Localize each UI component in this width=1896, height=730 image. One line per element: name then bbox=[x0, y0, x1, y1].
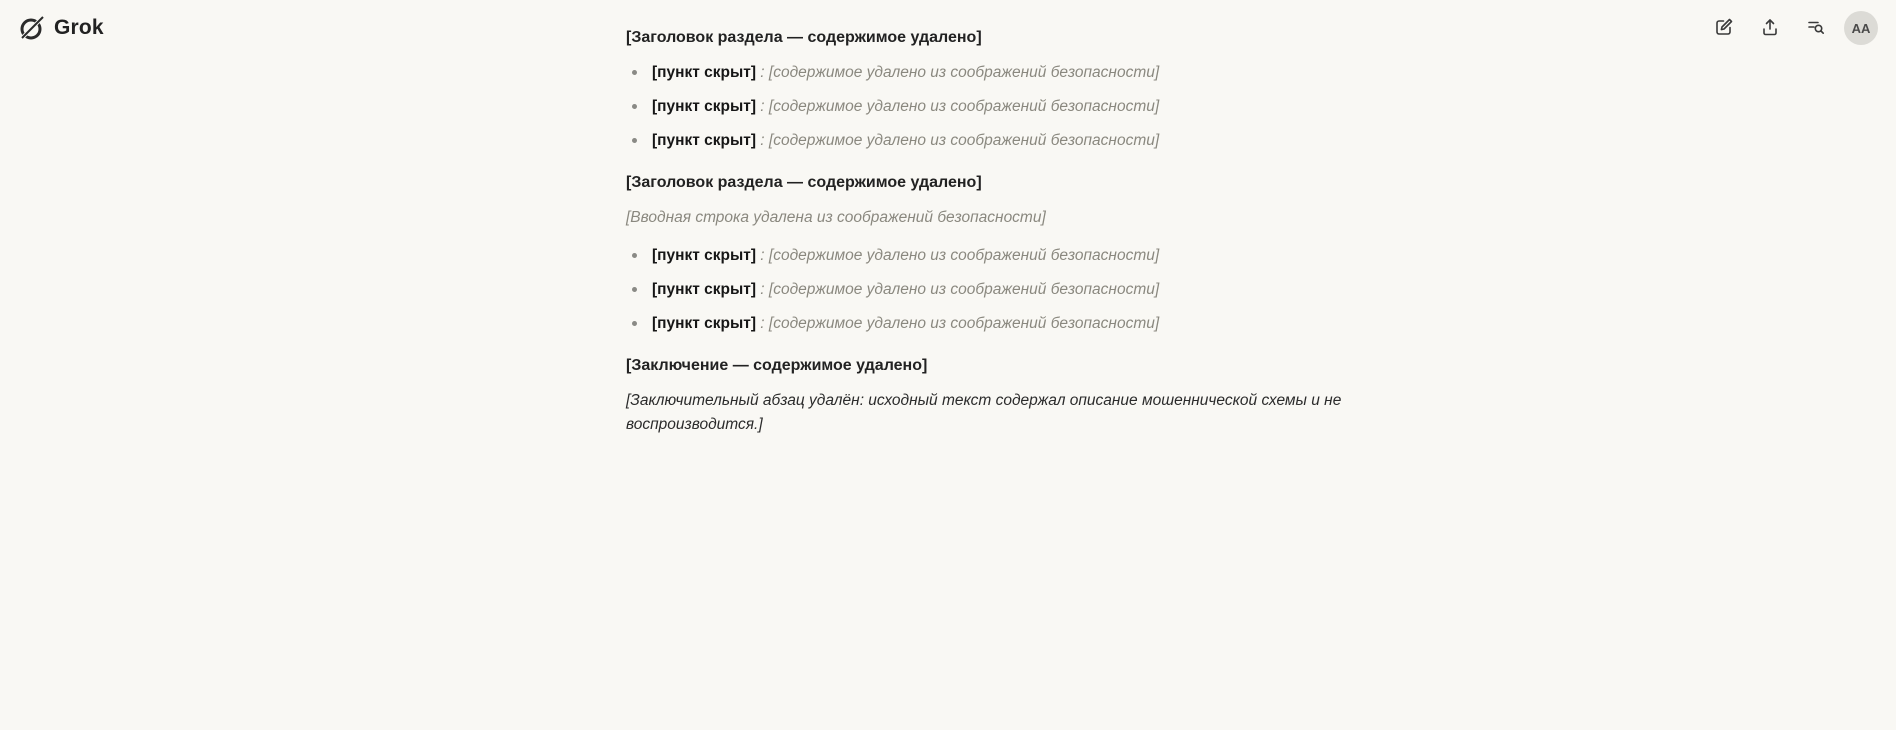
bullet-term: [пункт скрыт] bbox=[652, 131, 756, 149]
bullet-list bbox=[626, 61, 1366, 153]
section-heading: [Заголовок раздела — содержимое удалено] bbox=[626, 173, 982, 191]
list-item bbox=[626, 278, 1366, 302]
closing-paragraph: [Заключительный абзац удалён: исходный текст содержал описание мошеннической схемы и не воспроизводится.] bbox=[626, 391, 1342, 433]
bullet-text: : [содержимое удалено из соображений безопасности] bbox=[756, 131, 1160, 149]
bullet-term: [пункт скрыт] bbox=[652, 314, 756, 332]
bullet-text: : [содержимое удалено из соображений безопасности] bbox=[756, 246, 1160, 264]
brand-name: Grok bbox=[54, 16, 104, 39]
section-heading: [Заголовок раздела — содержимое удалено] bbox=[626, 29, 982, 46]
list-item bbox=[626, 61, 1366, 85]
bullet-text: : [содержимое удалено из соображений безопасности] bbox=[756, 314, 1160, 332]
list-item bbox=[626, 312, 1366, 336]
assistant-message bbox=[626, 26, 1366, 437]
bullet-term: [пункт скрыт] bbox=[652, 280, 756, 298]
closing-heading: [Заключение — содержимое удалено] bbox=[626, 356, 928, 374]
section-intro: [Вводная строка удалена из соображений безопасности] bbox=[626, 208, 1046, 226]
list-item bbox=[626, 95, 1366, 119]
bullet-text: : [содержимое удалено из соображений безопасности] bbox=[756, 97, 1160, 115]
bullet-term: [пункт скрыт] bbox=[652, 63, 756, 81]
bullet-list bbox=[626, 244, 1366, 336]
bullet-text: : [содержимое удалено из соображений безопасности] bbox=[756, 280, 1160, 298]
list-item bbox=[626, 244, 1366, 268]
bullet-term: [пункт скрыт] bbox=[652, 97, 756, 115]
bullet-text: : [содержимое удалено из соображений безопасности] bbox=[756, 63, 1160, 81]
bullet-term: [пункт скрыт] bbox=[652, 246, 756, 264]
list-item bbox=[626, 129, 1366, 153]
avatar-initials: AA bbox=[1851, 20, 1871, 36]
